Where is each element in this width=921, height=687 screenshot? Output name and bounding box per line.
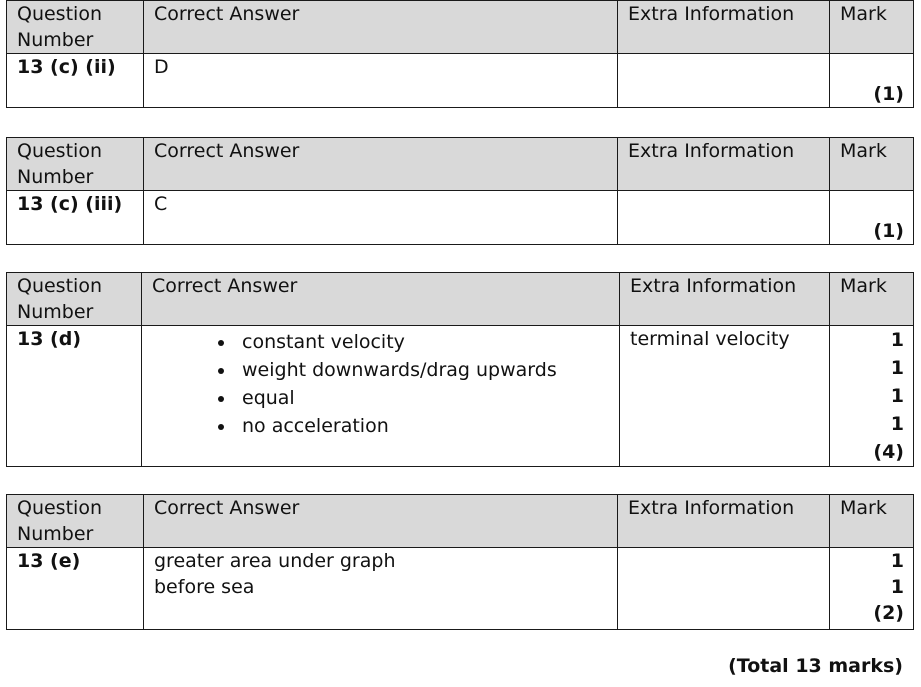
header-extra-information: Extra Information <box>618 1 830 54</box>
header-correct-answer: Correct Answer <box>142 273 620 326</box>
mark-total: (2) <box>873 602 904 624</box>
grand-total: (Total 13 marks) <box>728 655 903 677</box>
mark-scheme-table-13c-iii <box>6 137 914 245</box>
list-item: • no acceleration <box>236 412 619 440</box>
extra-information <box>618 548 830 630</box>
header-extra-information: Extra Information <box>618 495 830 548</box>
extra-information <box>618 191 830 245</box>
header-question-number: Question Number <box>7 138 144 191</box>
correct-answer <box>144 54 618 108</box>
answer-line: greater area under graph <box>154 550 396 572</box>
extra-information <box>618 54 830 108</box>
header-mark: Mark <box>830 495 914 548</box>
question-number: 13 (e) <box>7 548 144 630</box>
header-mark: Mark <box>830 273 914 326</box>
mark-cell <box>830 548 914 630</box>
answer-bullet-list <box>152 328 619 440</box>
extra-information: terminal velocity <box>620 326 830 467</box>
mark-value: 1 <box>890 413 904 435</box>
header-extra-information: Extra Information <box>620 273 830 326</box>
mark-scheme-table-13d <box>6 272 914 467</box>
correct-answer <box>142 326 620 467</box>
mark-scheme-table-13e <box>6 494 914 630</box>
mark-cell <box>830 54 914 108</box>
answer-line: C <box>154 193 168 215</box>
mark-total: (1) <box>873 83 904 105</box>
header-correct-answer: Correct Answer <box>144 495 618 548</box>
question-number: 13 (d) <box>7 326 142 467</box>
header-row <box>7 138 914 191</box>
header-mark: Mark <box>830 138 914 191</box>
question-number: 13 (c) (iii) <box>7 191 144 245</box>
correct-answer <box>144 548 618 630</box>
header-question-number: Question Number <box>7 273 142 326</box>
header-row <box>7 1 914 54</box>
mark-value: 1 <box>890 329 904 351</box>
mark-value: 1 <box>890 576 904 598</box>
mark-value: 1 <box>890 385 904 407</box>
correct-answer <box>144 191 618 245</box>
header-extra-information: Extra Information <box>618 138 830 191</box>
mark-total: (4) <box>873 441 904 463</box>
list-item: • weight downwards/drag upwards <box>236 356 619 384</box>
answer-line: before sea <box>154 576 255 598</box>
answer-row <box>7 548 914 630</box>
answer-line: D <box>154 56 169 78</box>
header-question-number: Question Number <box>7 1 144 54</box>
answer-row <box>7 54 914 108</box>
mark-value: 1 <box>890 550 904 572</box>
header-question-number: Question Number <box>7 495 144 548</box>
mark-cell <box>830 326 914 467</box>
list-item: • constant velocity <box>236 328 619 356</box>
mark-value: 1 <box>890 357 904 379</box>
mark-cell <box>830 191 914 245</box>
header-mark: Mark <box>830 1 914 54</box>
answer-row <box>7 326 914 467</box>
header-row <box>7 495 914 548</box>
answer-row <box>7 191 914 245</box>
question-number: 13 (c) (ii) <box>7 54 144 108</box>
header-row <box>7 273 914 326</box>
header-correct-answer: Correct Answer <box>144 138 618 191</box>
mark-total: (1) <box>873 220 904 242</box>
list-item: • equal <box>236 384 619 412</box>
header-correct-answer: Correct Answer <box>144 1 618 54</box>
mark-scheme-table-13c-ii <box>6 0 914 108</box>
